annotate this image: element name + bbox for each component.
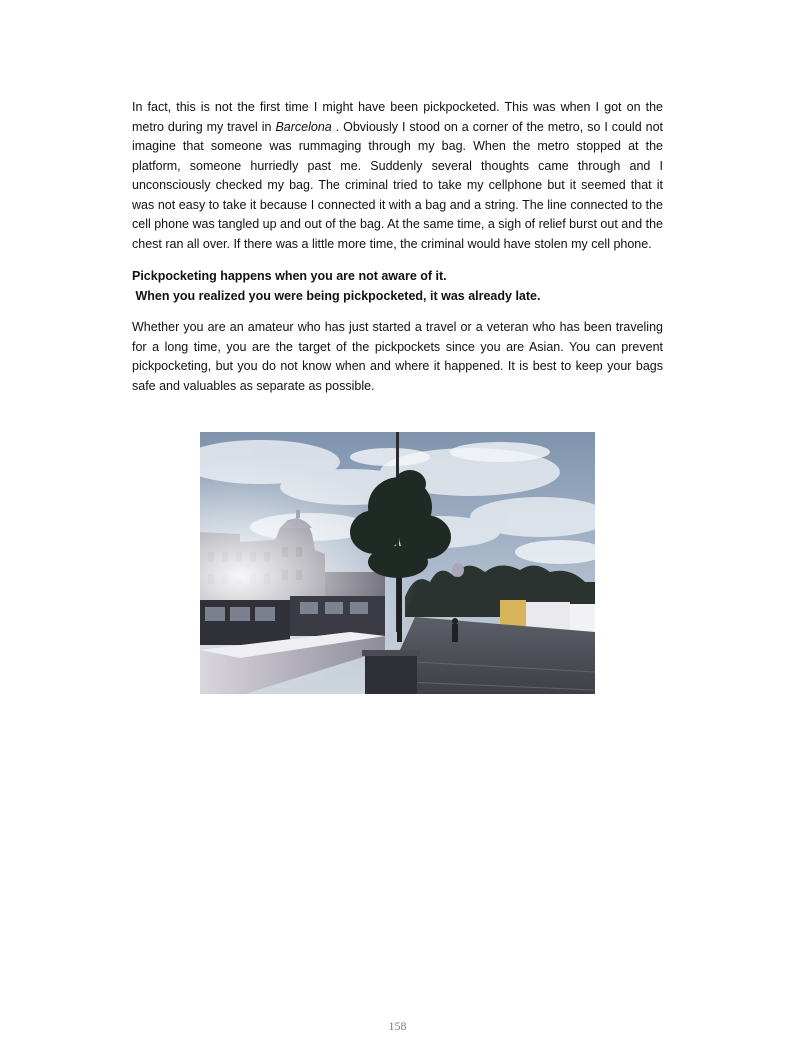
street-photo <box>200 432 595 694</box>
city-name: Barcelona <box>275 119 332 134</box>
paragraph-1-before: In fact, this is not the first time I might have been pickpocketed. This was when I got on the metro during my travel in <box>132 100 663 134</box>
paragraph-barcelona-story <box>132 98 663 254</box>
emphasis-line-2: When you realized you were being pickpocketed, it was already late. <box>132 288 541 303</box>
page-number: 158 <box>388 1019 407 1033</box>
paragraph-advice: Whether you are an amateur who has just started a travel or a veteran who has been traveling for a long time, you are the target of the pickpockets since you are Asian. You can prevent pickpocketing, but you do not know when and where it happened. It is best to keep your bags safe and valuables as separate as possible. <box>132 320 663 393</box>
emphasis-line-1: Pickpocketing happens when you are not aware of it. <box>132 269 447 283</box>
paragraph-1-after: . Obviously I stood on a corner of the metro, so I could not imagine that someone was rummaging through my bag. When the metro stopped at the platform, someone hurriedly past me. Suddenly several thoughts came through and I unconsciously checked my bag. The criminal tried to take my cellphone but it seemed that it was not easy to take it because I connected it with a bag and a string. The line connected to the cell phone was tangled up and out of the bag. At the same time, a sigh of relief burst out and the chest ran all over. If there was a little more time, the criminal would have stolen my cell phone. <box>132 119 663 251</box>
page-content <box>132 98 663 396</box>
emphasis-block <box>132 267 663 306</box>
